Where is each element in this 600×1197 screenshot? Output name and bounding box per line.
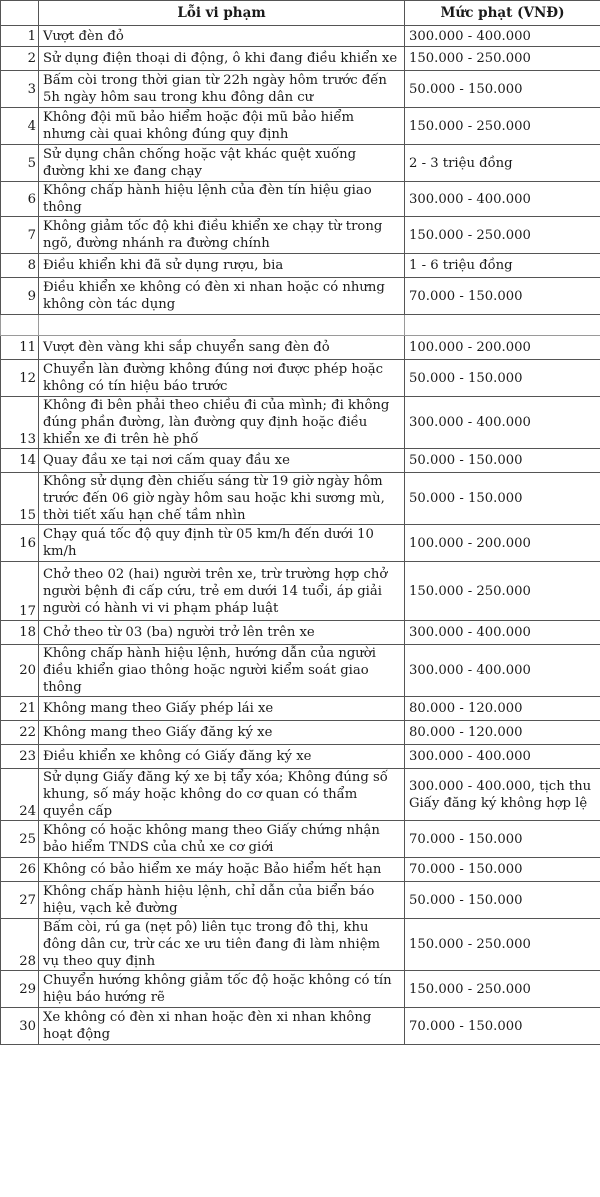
violation-cell: Điều khiển khi đã sử dụng rượu, bia — [39, 254, 405, 278]
table-row — [1, 919, 600, 971]
table-row — [1, 621, 600, 645]
violation-cell: Chuyển làn đường không đúng nơi được phép hoặc không có tín hiệu báo trước — [39, 360, 405, 397]
row-number: 18 — [1, 621, 39, 645]
row-number: 24 — [1, 769, 39, 821]
table-row — [1, 525, 600, 562]
row-number — [1, 315, 39, 336]
row-number: 25 — [1, 821, 39, 858]
violation-cell: Bấm còi, rú ga (nẹt pô) liên tục trong đô thị, khu đông dân cư, trừ các xe ưu tiên đang đi làm nhiệm vụ theo quy định — [39, 919, 405, 971]
row-number: 27 — [1, 882, 39, 919]
fine-cell: 70.000 - 150.000 — [405, 278, 600, 315]
fine-cell: 50.000 - 150.000 — [405, 473, 600, 525]
violation-cell: Vượt đèn vàng khi sắp chuyển sang đèn đỏ — [39, 336, 405, 360]
row-number: 23 — [1, 745, 39, 769]
violation-cell: Không đi bên phải theo chiều đi của mình; đi không đúng phần đường, làn đường quy định hoặc điều khiển xe đi trên hè phố — [39, 397, 405, 449]
row-number: 17 — [1, 562, 39, 621]
violation-cell: Không mang theo Giấy đăng ký xe — [39, 721, 405, 745]
table-row — [1, 562, 600, 621]
violation-cell: Điều khiển xe không có đèn xi nhan hoặc có nhưng không còn tác dụng — [39, 278, 405, 315]
row-number: 4 — [1, 108, 39, 145]
fine-cell: 2 - 3 triệu đồng — [405, 145, 600, 182]
row-number: 20 — [1, 645, 39, 697]
row-number: 14 — [1, 449, 39, 473]
row-number: 30 — [1, 1008, 39, 1045]
table-row — [1, 697, 600, 721]
row-number: 9 — [1, 278, 39, 315]
row-number: 7 — [1, 217, 39, 254]
header-number — [1, 1, 39, 26]
violation-cell: Bấm còi trong thời gian từ 22h ngày hôm trước đến 5h ngày hôm sau trong khu đông dân cư — [39, 71, 405, 108]
table-row — [1, 473, 600, 525]
fine-cell: 150.000 - 250.000 — [405, 108, 600, 145]
fine-cell: 300.000 - 400.000, tịch thu Giấy đăng ký không hợp lệ — [405, 769, 600, 821]
row-number: 22 — [1, 721, 39, 745]
table-row — [1, 315, 600, 336]
violation-cell: Không sử dụng đèn chiếu sáng từ 19 giờ ngày hôm trước đến 06 giờ ngày hôm sau hoặc khi sương mù, thời tiết xấu hạn chế tầm nhìn — [39, 473, 405, 525]
fine-cell: 300.000 - 400.000 — [405, 745, 600, 769]
fine-cell: 1 - 6 triệu đồng — [405, 254, 600, 278]
violation-cell: Không có hoặc không mang theo Giấy chứng nhận bảo hiểm TNDS của chủ xe cơ giới — [39, 821, 405, 858]
violation-cell: Chở theo từ 03 (ba) người trở lên trên xe — [39, 621, 405, 645]
table-row — [1, 145, 600, 182]
violation-cell: Không mang theo Giấy phép lái xe — [39, 697, 405, 721]
table-row — [1, 254, 600, 278]
table-row — [1, 278, 600, 315]
table-row — [1, 882, 600, 919]
fine-cell: 300.000 - 400.000 — [405, 26, 600, 47]
table-row — [1, 449, 600, 473]
header-violation: Lỗi vi phạm — [39, 1, 405, 26]
table-row — [1, 397, 600, 449]
table-row — [1, 26, 600, 47]
row-number: 28 — [1, 919, 39, 971]
fine-cell: 50.000 - 150.000 — [405, 360, 600, 397]
header-row — [1, 1, 600, 26]
table-row — [1, 182, 600, 217]
fine-cell: 300.000 - 400.000 — [405, 645, 600, 697]
table-row — [1, 1008, 600, 1045]
table-row — [1, 645, 600, 697]
table-row — [1, 971, 600, 1008]
violation-cell — [39, 315, 405, 336]
row-number: 16 — [1, 525, 39, 562]
fine-cell: 50.000 - 150.000 — [405, 882, 600, 919]
fine-cell: 150.000 - 250.000 — [405, 47, 600, 71]
row-number: 6 — [1, 182, 39, 217]
fine-cell — [405, 315, 600, 336]
table-row — [1, 71, 600, 108]
fine-cell: 150.000 - 250.000 — [405, 217, 600, 254]
row-number: 29 — [1, 971, 39, 1008]
fine-cell: 300.000 - 400.000 — [405, 182, 600, 217]
table-row — [1, 858, 600, 882]
fine-cell: 70.000 - 150.000 — [405, 1008, 600, 1045]
fine-cell: 300.000 - 400.000 — [405, 621, 600, 645]
violation-cell: Xe không có đèn xi nhan hoặc đèn xi nhan không hoạt động — [39, 1008, 405, 1045]
violation-cell: Sử dụng chân chống hoặc vật khác quệt xuống đường khi xe đang chạy — [39, 145, 405, 182]
table-row — [1, 821, 600, 858]
table-row — [1, 360, 600, 397]
row-number: 13 — [1, 397, 39, 449]
fine-cell: 70.000 - 150.000 — [405, 821, 600, 858]
fine-cell: 300.000 - 400.000 — [405, 397, 600, 449]
violation-cell: Vượt đèn đỏ — [39, 26, 405, 47]
fine-cell: 100.000 - 200.000 — [405, 336, 600, 360]
violation-cell: Sử dụng điện thoại di động, ô khi đang điều khiển xe — [39, 47, 405, 71]
violation-cell: Không có bảo hiểm xe máy hoặc Bảo hiểm hết hạn — [39, 858, 405, 882]
violation-cell: Không chấp hành hiệu lệnh, chỉ dẫn của biển báo hiệu, vạch kẻ đường — [39, 882, 405, 919]
row-number: 2 — [1, 47, 39, 71]
table-row — [1, 47, 600, 71]
violation-cell: Sử dụng Giấy đăng ký xe bị tẩy xóa; Không đúng số khung, số máy hoặc không do cơ quan có thẩm quyền cấp — [39, 769, 405, 821]
fine-cell: 150.000 - 250.000 — [405, 971, 600, 1008]
row-number: 3 — [1, 71, 39, 108]
violation-cell: Không đội mũ bảo hiểm hoặc đội mũ bảo hiểm nhưng cài quai không đúng quy định — [39, 108, 405, 145]
table-row — [1, 745, 600, 769]
row-number: 8 — [1, 254, 39, 278]
fine-cell: 150.000 - 250.000 — [405, 919, 600, 971]
violation-cell: Chuyển hướng không giảm tốc độ hoặc không có tín hiệu báo hướng rẽ — [39, 971, 405, 1008]
table-row — [1, 336, 600, 360]
header-fine: Mức phạt (VNĐ) — [405, 1, 600, 26]
table-row — [1, 769, 600, 821]
violation-cell: Quay đầu xe tại nơi cấm quay đầu xe — [39, 449, 405, 473]
violation-cell: Chạy quá tốc độ quy định từ 05 km/h đến dưới 10 km/h — [39, 525, 405, 562]
violation-cell: Không chấp hành hiệu lệnh, hướng dẫn của người điều khiển giao thông hoặc người kiểm soát giao thông — [39, 645, 405, 697]
row-number: 26 — [1, 858, 39, 882]
table-row — [1, 721, 600, 745]
row-number: 21 — [1, 697, 39, 721]
violation-cell: Điều khiển xe không có Giấy đăng ký xe — [39, 745, 405, 769]
fine-cell: 100.000 - 200.000 — [405, 525, 600, 562]
fine-cell: 80.000 - 120.000 — [405, 697, 600, 721]
fine-cell: 150.000 - 250.000 — [405, 562, 600, 621]
fine-cell: 50.000 - 150.000 — [405, 71, 600, 108]
fine-cell: 50.000 - 150.000 — [405, 449, 600, 473]
row-number: 12 — [1, 360, 39, 397]
row-number: 15 — [1, 473, 39, 525]
violation-cell: Chở theo 02 (hai) người trên xe, trừ trường hợp chở người bệnh đi cấp cứu, trẻ em dưới 14 tuổi, áp giải người có hành vi vi phạm pháp luật — [39, 562, 405, 621]
fine-cell: 70.000 - 150.000 — [405, 858, 600, 882]
table-row — [1, 217, 600, 254]
fine-cell: 80.000 - 120.000 — [405, 721, 600, 745]
row-number: 1 — [1, 26, 39, 47]
row-number: 5 — [1, 145, 39, 182]
row-number: 11 — [1, 336, 39, 360]
table-row — [1, 108, 600, 145]
violation-cell: Không chấp hành hiệu lệnh của đèn tín hiệu giao thông — [39, 182, 405, 217]
violation-cell: Không giảm tốc độ khi điều khiển xe chạy từ trong ngõ, đường nhánh ra đường chính — [39, 217, 405, 254]
